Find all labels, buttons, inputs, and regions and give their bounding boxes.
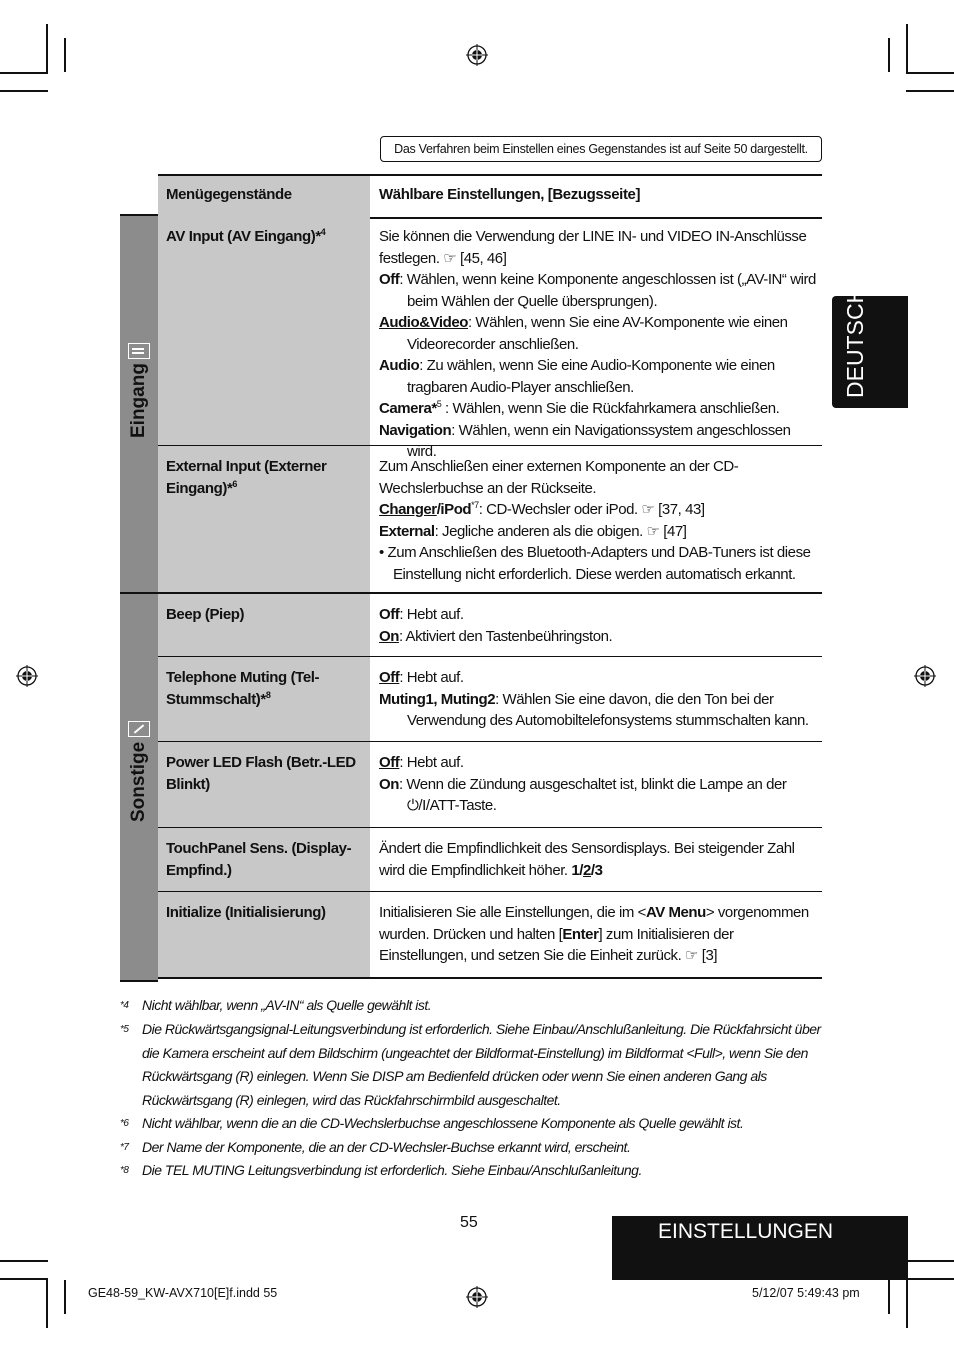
crop-mark	[906, 90, 954, 92]
footnote: *8 Die TEL MUTING Leitungsverbindung ist erforderlich. Siehe Einbau/Anschlußanleitung.	[120, 1162, 642, 1178]
file-slug: GE48-59_KW-AVX710[E]f.indd 55	[88, 1286, 278, 1300]
crop-mark	[906, 1280, 908, 1328]
row-name: Beep (Piep)	[166, 606, 245, 623]
row-description: Off: Hebt auf. On: Wenn die Zündung ausgeschaltet ist, blinkt die Lampe an der ⏻/I/ATT-Taste.	[379, 754, 787, 814]
crop-mark	[0, 1278, 48, 1280]
table-row-power-led	[158, 742, 822, 828]
crop-mark	[46, 1280, 48, 1328]
section-tab	[612, 1216, 908, 1280]
crop-mark	[906, 1260, 954, 1262]
footnote: *6 Nicht wählbar, wenn die an die CD-Wechslerbuchse angeschlossene Komponente als Quelle gewählt ist.	[120, 1115, 744, 1131]
row-name: Initialize (Initialisierung)	[166, 904, 326, 921]
table-row-av-input	[158, 216, 822, 460]
row-name: Power LED Flash (Betr.-LED Blinkt)	[166, 754, 356, 793]
row-description: Sie können die Verwendung der LINE IN- und VIDEO IN-Anschlüsse festlegen. ☞ [45, 46] Off: Wählen, wenn keine Komponente angeschlossen ist („AV-IN“ wird beim Wählen der Quelle übersprungen). Audio&Video: Wählen, wenn Sie eine AV-Komponente wie einen Videorecorder anschließen. Audio: Zu wählen, wenn Sie eine Audio-Komponente wie einen tragbaren Audio-Player anschließen. Camera*$^5$ : Wählen, wenn Sie die Rückfahrkamera anschließen. Navigation: Wählen, wenn ein Navigationssystem angeschlossen wird.	[379, 228, 816, 460]
crop-mark	[906, 1278, 954, 1280]
table-row-touchpanel	[158, 828, 822, 892]
crop-mark	[0, 72, 48, 74]
procedure-notice: Das Verfahren beim Einstellen eines Gegenstandes ist auf Seite 50 dargestellt.	[380, 136, 822, 162]
crop-mark	[0, 90, 48, 92]
wrench-icon	[128, 721, 150, 737]
table-row-telephone-muting	[158, 657, 822, 742]
group-bar-eingang	[120, 214, 158, 594]
crop-mark	[0, 1260, 48, 1262]
footnote: *4 Nicht wählbar, wenn „AV-IN“ als Quelle gewählt ist.	[120, 997, 432, 1013]
row-description: Zum Anschließen einer externen Komponente an der CD-Wechslerbuchse an der Rückseite. Changer/iPod$^{*7}$: CD-Wechsler oder iPod. ☞ [37, 43] External: Jegliche anderen als die obigen. ☞ [47] • Zum Anschließen des Bluetooth-Adapters und DAB-Tuners ist diese Einstellung nicht erforderlich. Diese werden automatisch erkannt.	[379, 458, 811, 583]
crop-mark	[906, 72, 954, 74]
registration-mark-icon	[16, 665, 38, 687]
row-name: Telephone Muting (Tel-Stummschalt)*$^8$	[166, 669, 320, 708]
header-settings: Wählbare Einstellungen, [Bezugsseite]	[379, 186, 641, 203]
group-bar-sonstige	[120, 592, 158, 982]
row-description: Initialisieren Sie alle Einstellungen, die im <AV Menu> vorgenommen wurden. Drücken und halten [Enter] zum Initialisieren der Einstellungen, und setzen Sie die Einheit zurück. ☞ [3]	[379, 904, 809, 964]
section-tab-label: EINSTELLUNGEN	[658, 1220, 834, 1243]
table-row-beep	[158, 594, 822, 657]
footnote: *7 Der Name der Komponente, die an der CD-Wechsler-Buchse erkannt wird, erscheint.	[120, 1139, 631, 1155]
table-row-external-input	[158, 446, 822, 594]
row-description: Off: Hebt auf. On: Aktiviert den Tastenbeühringston.	[379, 606, 613, 645]
registration-mark-icon	[466, 1286, 488, 1308]
crop-mark	[888, 38, 890, 72]
row-name: TouchPanel Sens. (Display-Empfind.)	[166, 840, 352, 879]
language-tab-label: DEUTSCH	[842, 286, 868, 398]
crop-mark	[888, 1280, 890, 1314]
row-name: AV Input (AV Eingang)*$^4$	[166, 227, 326, 245]
row-description: Ändert die Empfindlichkeit des Sensordisplays. Bei steigender Zahl wird die Empfindlichkeit höher. 1/2/3	[379, 840, 795, 879]
crop-mark	[46, 24, 48, 72]
page-number: 55	[460, 1214, 478, 1231]
row-description: Off: Hebt auf. Muting1, Muting2: Wählen Sie eine davon, die den Ton bei der Verwendung des Automobiltelefonsystems stummschalten kann.	[379, 669, 809, 729]
timestamp-slug: 5/12/07 5:49:43 pm	[752, 1286, 860, 1300]
input-icon	[128, 343, 150, 359]
registration-mark-icon	[466, 44, 488, 66]
registration-mark-icon	[914, 665, 936, 687]
row-name: External Input (Externer Eingang)*$^6$	[166, 458, 327, 497]
table-row-initialize	[158, 892, 822, 979]
crop-mark	[64, 38, 66, 72]
footnote: *5 Die Rückwärtsgangsignal-Leitungsverbindung ist erforderlich. Siehe Einbau/Anschlußanleitung. Die Rückfahrsicht über die Kamera erscheint auf dem Bildschirm (ungeachtet der Bildformat-Einstellung) im Bildformat <Full>, wenn Sie den Rückwärtsgang (R) einlegen. Wenn Sie DISP am Bedienfeld drücken oder wenn Sie einen anderen Gang als Rückwärtsgang (R) einlegen, wird das Rückfahrschirmbild ausgeschaltet.	[120, 1021, 821, 1108]
header-menu-items: Menügegenstände	[166, 186, 292, 203]
group-label-sonstige: Sonstige	[128, 741, 149, 822]
crop-mark	[906, 24, 908, 72]
group-label-eingang: Eingang	[128, 363, 149, 438]
language-tab	[832, 286, 908, 408]
table-header	[158, 174, 822, 219]
crop-mark	[64, 1280, 66, 1314]
